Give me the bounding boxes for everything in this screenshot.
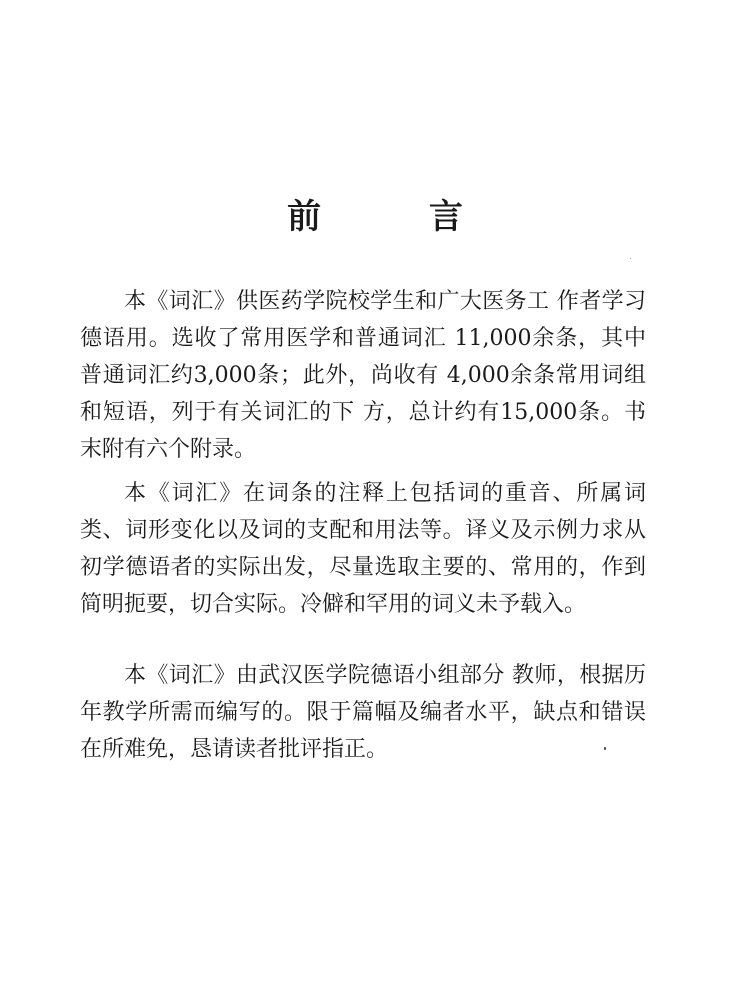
page-title: 前 言 (287, 197, 511, 237)
paragraph-annotation: 本《词汇》在词条的注释上包括词的重音、所属词类、词形变化以及词的支配和用法等。译义及示例力求从初学德语者的实际出发，尽量选取主要的、常用的，作到简明扼要，切合实际。冷僻和罕用的词义未予载入。 (80, 481, 646, 617)
ink-speck (630, 258, 631, 259)
paragraph-authors: 本《词汇》由武汉医学院德语小组部分 教师，根据历年教学所需而编写的。限于篇幅及编者水平，缺点和错误在所难免，恳请读者批评指正。 (80, 663, 646, 762)
ink-speck (604, 747, 606, 750)
paragraph-intro: 本《词汇》供医药学院校学生和广大医务工 作者学习德语用。选收了常用医学和普通词汇 11,000余条，其中普通词汇约3,000条；此外，尚收有 4,000余条常用词组和短语，列于有关词汇的下 方，总计约有15,000条。书末附有六个附录。 (80, 289, 646, 462)
